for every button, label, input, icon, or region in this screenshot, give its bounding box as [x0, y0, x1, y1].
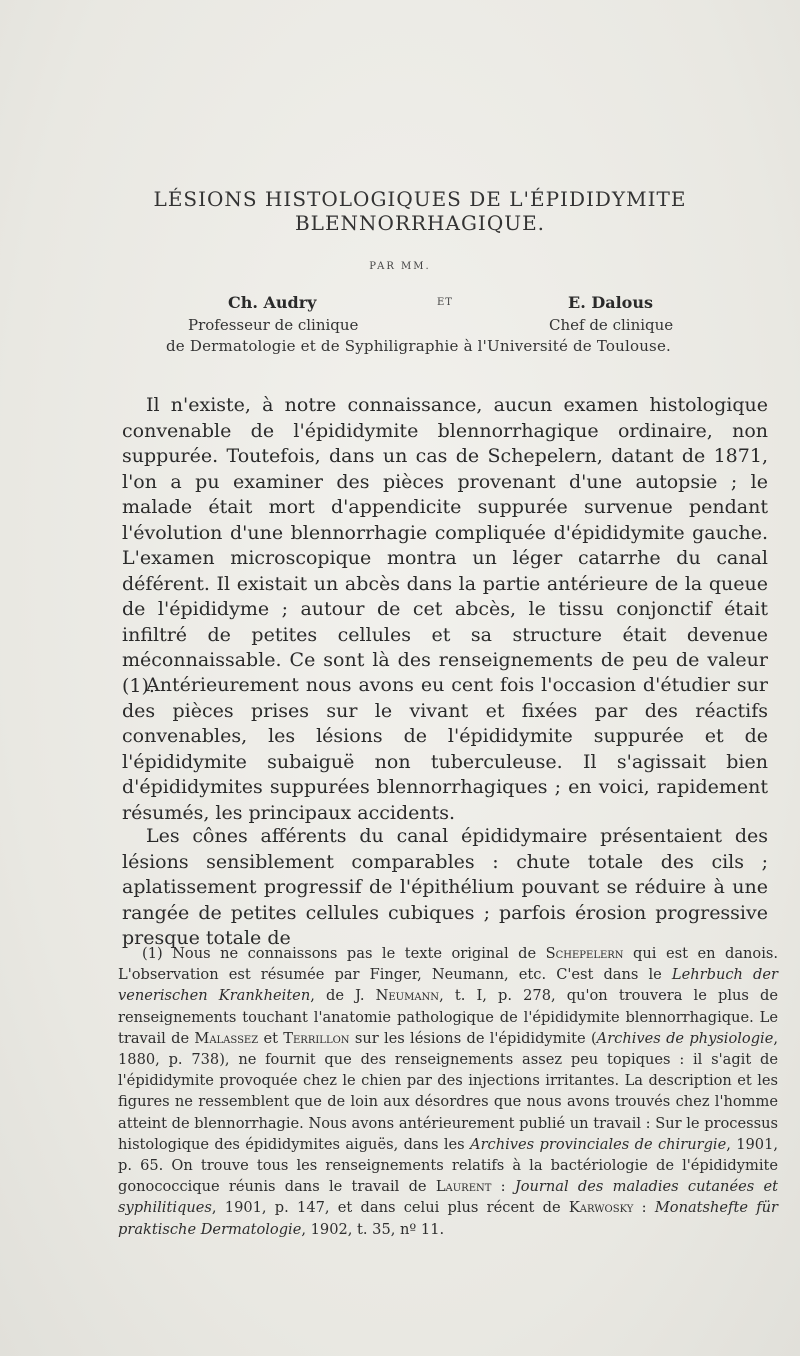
article-title-line-2: BLENNORRHAGIQUE.	[294, 211, 546, 235]
author-ref: Malassez	[194, 1029, 259, 1047]
paragraph-1: Il n'existe, à notre connaissance, aucun examen histologique convenable de l'épididymite blennorrhagique ordinaire, non suppurée. Toutefois, dans un cas de Schepelern, datant de 1871, l'on a pu examiner des pièces provenant d'une autopsie ; le malade était mort d'appendicite suppurée survenue pendant l'évolution d'une blennorrhagie compliquée d'épididymite gauche. L'examen microscopique montra un léger catarrhe du canal déférent. Il existait un abcès dans la partie antérieure de la queue de l'épididyme ; autour de cet abcès, le tissu conjonctif était infiltré de petites cellules et sa structure était devenue méconnaissable. Ce sont là des renseignements de peu de valeur (1).	[122, 394, 768, 697]
by-label: PAR MM.	[369, 261, 431, 272]
article-title-line-1: LÉSIONS HISTOLOGIQUES DE L'ÉPIDIDYMITE	[153, 187, 687, 211]
role-audry: Professeur de clinique	[188, 316, 359, 334]
author-ref: Schepelern	[545, 945, 624, 962]
journal-title: Journal des maladies cutanées et syphilitiques	[118, 1178, 778, 1217]
book-title: Lehrbuch der venerischen Krankheiten	[118, 966, 778, 1005]
journal-title: Archives de physiologie	[596, 1029, 774, 1047]
author-audry: Ch. Audry	[228, 293, 317, 312]
author-dalous: E. Dalous	[568, 293, 653, 312]
author-ref: Karwosky	[568, 1199, 634, 1217]
journal-title: Monatshefte für praktische Dermatologie	[118, 1199, 778, 1238]
and-label: ET	[437, 297, 453, 308]
paragraph-3: Les cônes afférents du canal épididymaire présentaient des lésions sensiblement comparables : chute totale des cils ; aplatissement progressif de l'épithélium pouvant se réduire à une rangée de petites cellules cubiques ; parfois érosion progressive presque totale de	[122, 825, 768, 949]
affiliation: de Dermatologie et de Syphiligraphie à l'Université de Toulouse.	[166, 337, 671, 355]
paragraph-2: Antérieurement nous avons eu cent fois l'occasion d'étudier sur des pièces prises sur le vivant et fixées par des réactifs convenables, les lésions de l'épididymite suppurée et de l'épididymite subaiguë non tuberculeuse. Il s'agissait bien d'épididymites suppurées blennorrhagiques ; en voici, rapidement résumés, les principaux accidents.	[122, 674, 768, 824]
role-dalous: Chef de clinique	[549, 316, 674, 334]
author-ref: Terrillon	[283, 1029, 350, 1047]
author-ref: Neumann	[375, 987, 440, 1005]
author-ref: Laurent	[435, 1178, 492, 1196]
journal-title: Archives provinciales de chirurgie	[470, 1135, 727, 1153]
footnote-1: (1) Nous ne connaissons pas le texte original de Schepelern qui est en danois. L'observation est résumée par Finger, Neumann, etc. C'est dans le Lehrbuch der venerischen Krankheiten, de J. Neumann, t. I, p. 278, qu'on trouvera le plus de renseignements touchant l'anatomie pathologique de l'épididymite blennorrhagique. Le travail de Malassez et Terrillon sur les lésions de l'épididymite (Archives de physiologie, 1880, p. 738), ne fournit que des renseignements assez peu topiques : il s'agit de l'épididymite provoquée chez le chien par des injections irritantes. La description et les figures ne ressemblent que de loin aux désordres que nous avons trouvés chez l'homme atteint de blennorrhagie. Nous avons antérieurement publié un travail : Sur le processus histologique des épididymites aiguës, dans les Archives provinciales de chirurgie, 1901, p. 65. On trouve tous les renseignements relatifs à la bactériologie de l'épididymite gonococcique réunis dans le travail de Laurent : Journal des maladies cutanées et syphilitiques, 1901, p. 147, et dans celui plus récent de Karwosky : Monatshefte für praktische Dermatologie, 1902, t. 35, nº 11.	[118, 945, 778, 1238]
